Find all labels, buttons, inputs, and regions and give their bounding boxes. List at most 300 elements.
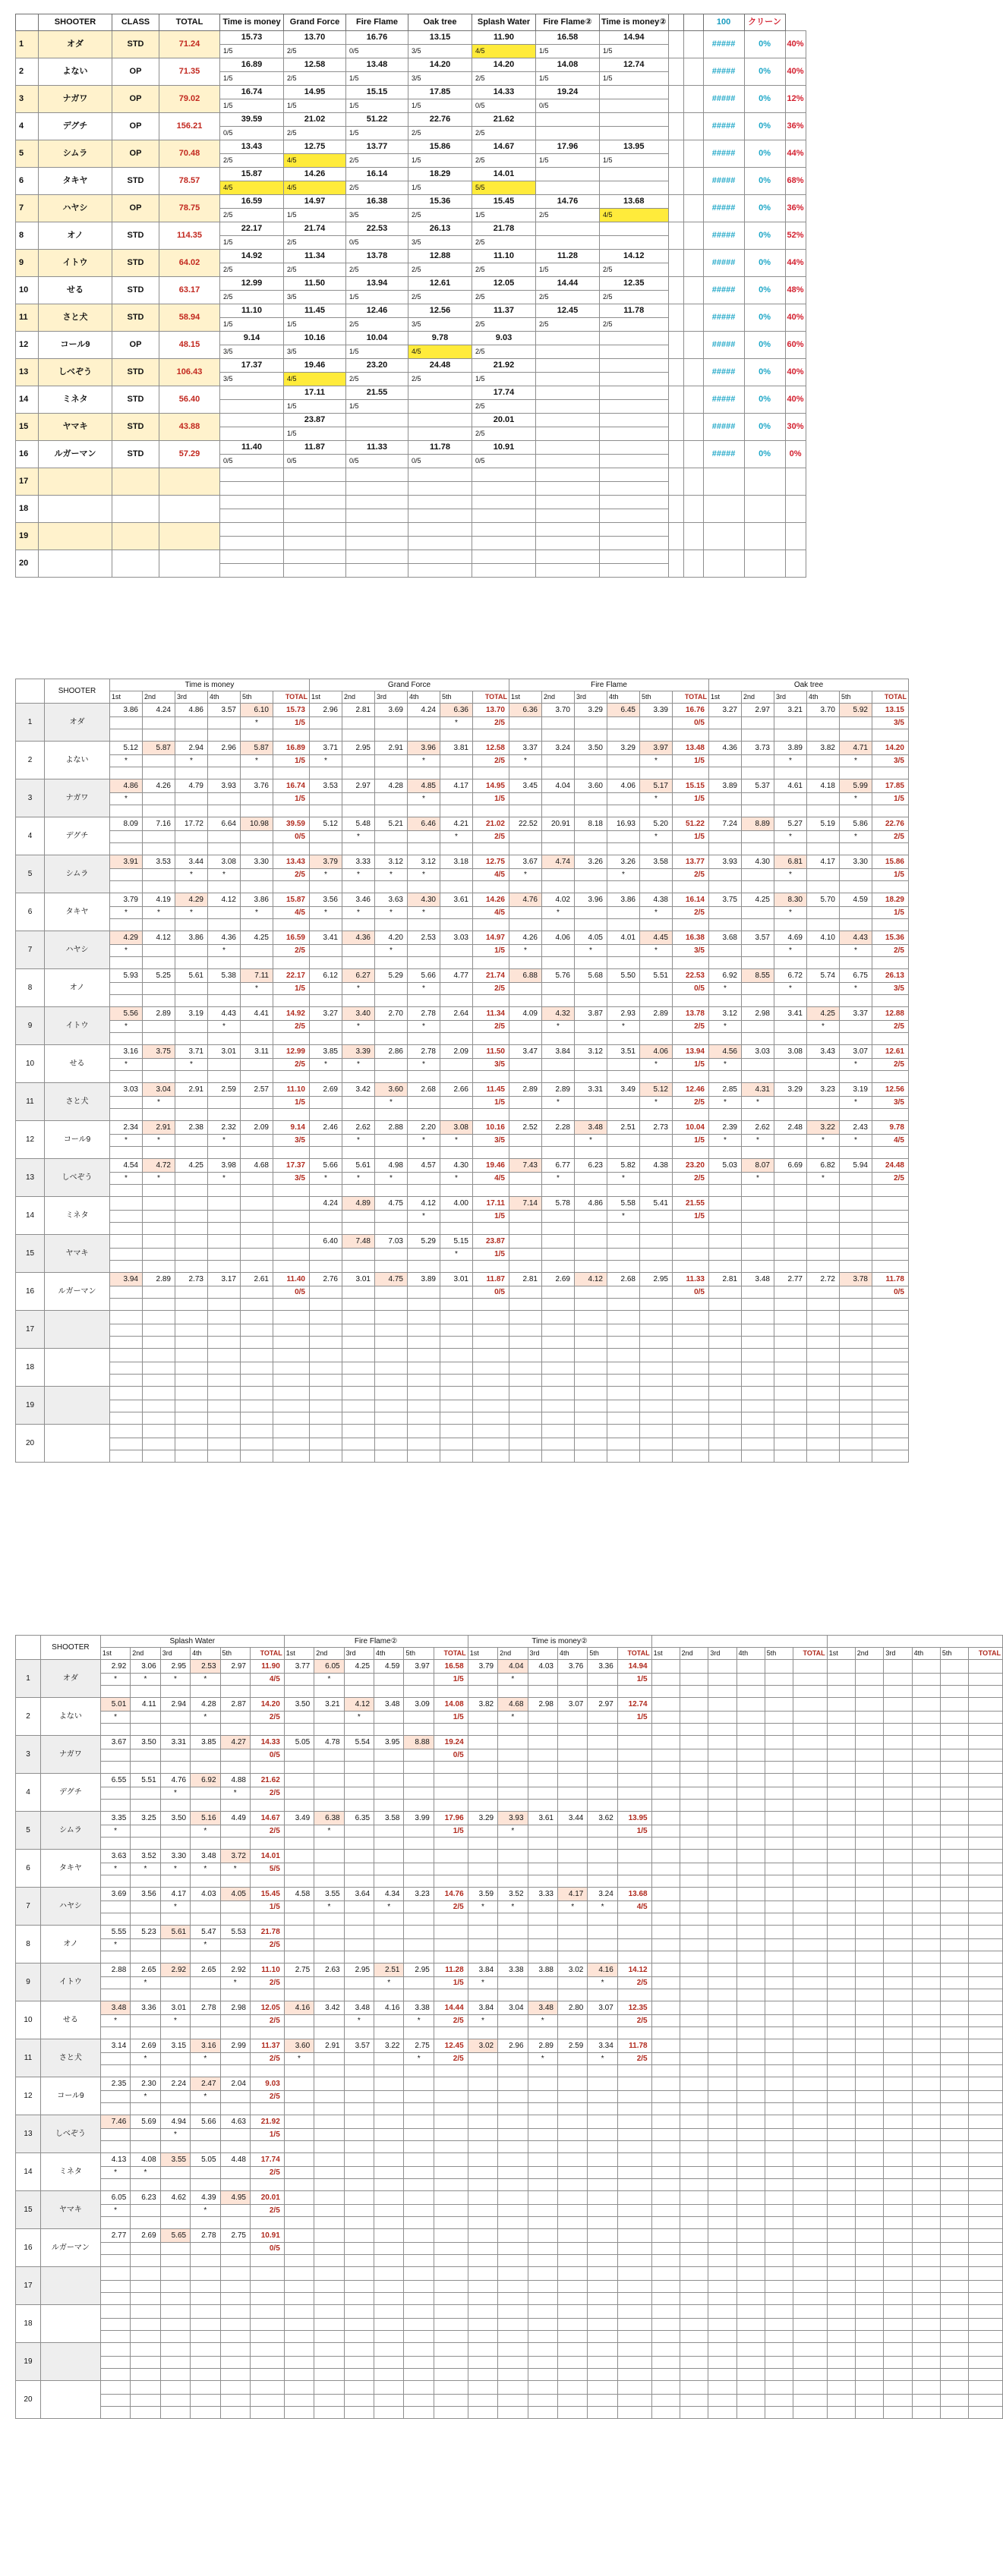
blank-cell — [191, 1724, 220, 1736]
hit-mark: * — [468, 2015, 497, 2027]
clean-rate: 0% — [785, 441, 806, 468]
shot-time — [651, 2115, 680, 2129]
hit-mark — [100, 2091, 130, 2103]
hit-mark — [408, 831, 440, 843]
shot-time — [404, 2343, 434, 2357]
blank-cell — [617, 2103, 651, 2115]
hit-mark — [284, 1749, 314, 1762]
hit-mark: * — [342, 1059, 375, 1071]
shot-time — [855, 2115, 884, 2129]
hit-mark: * — [208, 1021, 241, 1033]
shot-time: 3.85 — [310, 1045, 342, 1059]
blank-cell — [131, 2293, 160, 2305]
blank-cell — [680, 1724, 708, 1736]
shot-time — [284, 2381, 314, 2395]
stage-total: 22.76 — [872, 817, 909, 831]
total-label: TOTAL — [434, 1648, 468, 1660]
blank-cell — [884, 1913, 912, 1926]
shot-time: 2.70 — [375, 1007, 408, 1021]
hit-count — [617, 2357, 651, 2369]
hit-count — [434, 2281, 468, 2293]
stage-total: 11.78 — [617, 2039, 651, 2053]
shot-time: 4.12 — [344, 1698, 374, 1712]
hit-count: 3/5 — [273, 1173, 310, 1185]
shot-label: 2nd — [855, 1648, 884, 1660]
blank-cell — [940, 1686, 968, 1698]
zero-rate: 0% — [744, 359, 785, 386]
shot-time: 3.79 — [468, 1660, 497, 1674]
hit-mark — [374, 2319, 404, 2331]
shot-time: 4.04 — [498, 1660, 528, 1674]
stage-total — [968, 2381, 1002, 2395]
hit-mark — [143, 1059, 175, 1071]
shot-time: 3.88 — [528, 1963, 557, 1977]
hit-count — [273, 1400, 310, 1412]
hit-mark — [528, 1712, 557, 1724]
stage-total — [793, 2267, 827, 2281]
detail-row-mid — [16, 717, 909, 729]
blank-cell — [241, 1109, 273, 1121]
blank-cell — [673, 881, 709, 893]
blank-cell — [940, 1800, 968, 1812]
detail-row-mid — [16, 2167, 1003, 2179]
stage-total: 14.95 — [473, 779, 509, 793]
stage-total — [617, 1774, 651, 1787]
zero-rate: 0% — [744, 414, 785, 441]
blank-cell — [374, 2217, 404, 2229]
stage-total — [968, 2039, 1002, 2053]
blank-cell — [765, 1762, 793, 1774]
blank-cell — [284, 2065, 314, 2077]
detail-row-mid — [16, 1286, 909, 1299]
stage-hit-count: 5/5 — [472, 181, 536, 195]
shot-time — [807, 1311, 840, 1324]
shot-time — [765, 2267, 793, 2281]
shot-time — [912, 2267, 940, 2281]
blank-cell — [434, 1762, 468, 1774]
stage-hit-count — [220, 509, 284, 523]
hit-mark — [542, 1324, 575, 1337]
stage-total — [473, 1311, 509, 1324]
shot-label: 3rd — [575, 691, 607, 704]
hit-mark — [765, 1901, 793, 1913]
blank-cell — [344, 1951, 374, 1963]
blank-cell — [827, 2407, 855, 2419]
blank-cell — [557, 2407, 587, 2419]
stage-total: 11.37 — [250, 2039, 284, 2053]
blank-cell — [588, 2027, 617, 2039]
shot-time — [143, 1349, 175, 1362]
shot-time: 2.64 — [440, 1007, 473, 1021]
blank-cell — [968, 2141, 1002, 2153]
hit-mark: * — [131, 2053, 160, 2065]
hash-mark: ##### — [703, 58, 744, 86]
blank-cell — [468, 1875, 497, 1888]
hit-mark: * — [100, 2015, 130, 2027]
shot-time — [884, 1774, 912, 1787]
stage-hit-count: 1/5 — [472, 209, 536, 222]
blank-cell — [110, 1071, 143, 1083]
hit-mark — [208, 1324, 241, 1337]
stage-hit-count — [600, 99, 669, 113]
stage-total — [793, 2039, 827, 2053]
shot-time: 5.51 — [640, 969, 673, 983]
zero-rate: 0% — [744, 441, 785, 468]
shot-time — [528, 2267, 557, 2281]
hit-mark: * — [404, 2015, 434, 2027]
blank-cell — [912, 2141, 940, 2153]
blank-cell — [250, 1724, 284, 1736]
hit-mark — [855, 2053, 884, 2065]
hit-mark — [855, 1825, 884, 1838]
blank-cell — [840, 1337, 872, 1349]
blank-cell — [314, 2179, 344, 2191]
hit-mark: * — [175, 869, 208, 881]
hit-mark: * — [100, 1674, 130, 1686]
blank-cell — [575, 767, 607, 779]
spacer-cell — [668, 86, 683, 113]
blank-cell — [208, 1412, 241, 1425]
shot-time: 2.81 — [709, 1273, 742, 1286]
shot-label: 5th — [640, 691, 673, 704]
clean-rate: 30% — [785, 414, 806, 441]
shot-time: 4.05 — [575, 931, 607, 945]
hit-mark — [855, 2015, 884, 2027]
hit-mark — [528, 2205, 557, 2217]
hit-mark — [342, 1438, 375, 1450]
blank-cell — [827, 1875, 855, 1888]
hit-mark — [440, 793, 473, 805]
hit-mark — [588, 2319, 617, 2331]
hit-mark — [160, 2395, 190, 2407]
shot-time: 4.01 — [607, 931, 640, 945]
hit-mark — [143, 831, 175, 843]
shot-time — [342, 1349, 375, 1362]
shot-time: 4.03 — [528, 1660, 557, 1674]
shot-time: 4.28 — [191, 1698, 220, 1712]
blank-cell — [509, 881, 542, 893]
hit-mark — [588, 2167, 617, 2179]
stage-time: 16.76 — [346, 31, 408, 45]
blank-cell — [742, 767, 774, 779]
blank-cell — [220, 1875, 250, 1888]
shot-time: 3.55 — [160, 2153, 190, 2167]
detail-row-mid — [16, 1362, 909, 1375]
shot-time — [588, 2229, 617, 2243]
shot-time: 3.71 — [175, 1045, 208, 1059]
blank-cell — [872, 1412, 909, 1425]
hit-mark — [241, 1059, 273, 1071]
shot-time — [374, 2077, 404, 2091]
blank-cell — [375, 1185, 408, 1197]
hash-mark: ##### — [703, 31, 744, 58]
total-label: TOTAL — [473, 691, 509, 704]
blank-cell — [840, 1185, 872, 1197]
hit-mark — [498, 2091, 528, 2103]
blank-cell — [250, 2255, 284, 2267]
detail-row-top — [16, 1425, 909, 1438]
blank-cell — [708, 1762, 736, 1774]
detail-shooter-name — [45, 1387, 110, 1425]
stage-time — [284, 523, 346, 537]
hit-mark: * — [774, 945, 807, 957]
blank-cell — [310, 1033, 342, 1045]
stage-hit-count: 1/5 — [600, 154, 669, 168]
hit-mark — [742, 1400, 774, 1412]
hash-mark: ##### — [703, 332, 744, 359]
blank-cell — [473, 767, 509, 779]
hit-count — [968, 2167, 1002, 2179]
shot-time — [651, 1660, 680, 1674]
shot-time: 2.09 — [241, 1121, 273, 1135]
stage-time: 16.59 — [220, 195, 284, 209]
blank-cell — [742, 1147, 774, 1159]
blank-cell — [774, 1071, 807, 1083]
blank-cell — [143, 767, 175, 779]
blank-cell — [542, 919, 575, 931]
shot-time: 6.23 — [575, 1159, 607, 1173]
blank-cell — [607, 881, 640, 893]
hit-mark: * — [509, 755, 542, 767]
stage-hit-count: 2/5 — [220, 209, 284, 222]
blank-cell — [528, 2293, 557, 2305]
shot-time — [680, 2153, 708, 2167]
hit-mark — [708, 1939, 736, 1951]
shot-time: 2.59 — [557, 2039, 587, 2053]
hit-mark — [708, 1863, 736, 1875]
shot-time: 3.86 — [175, 931, 208, 945]
shot-time: 3.48 — [191, 1850, 220, 1863]
shot-time: 4.11 — [131, 1698, 160, 1712]
shot-time — [110, 1197, 143, 1211]
hit-mark — [855, 1749, 884, 1762]
hit-mark: * — [840, 945, 872, 957]
blank-cell — [191, 2103, 220, 2115]
hit-count: 1/5 — [673, 831, 709, 843]
blank-cell — [208, 1071, 241, 1083]
stage-time: 13.43 — [220, 140, 284, 154]
stage-time — [600, 86, 669, 99]
shot-time — [736, 2191, 765, 2205]
stage-total — [273, 1387, 310, 1400]
shot-time: 2.73 — [175, 1273, 208, 1286]
stage-total: 51.22 — [673, 817, 709, 831]
shot-time — [840, 1349, 872, 1362]
shot-time: 2.91 — [375, 742, 408, 755]
hit-mark — [498, 2395, 528, 2407]
hit-mark: * — [468, 1901, 497, 1913]
shot-time — [498, 1926, 528, 1939]
hit-mark: * — [408, 983, 440, 995]
blank-cell — [968, 2065, 1002, 2077]
detail-row-bottom — [16, 1185, 909, 1197]
hit-mark — [640, 1021, 673, 1033]
blank-cell — [968, 1875, 1002, 1888]
hit-count: 1/5 — [273, 793, 310, 805]
hit-mark — [440, 1211, 473, 1223]
hit-count — [872, 1249, 909, 1261]
blank-cell — [528, 2331, 557, 2343]
shot-time — [912, 1698, 940, 1712]
stage-hit-count: 1/5 — [536, 263, 600, 277]
blank-cell — [404, 2255, 434, 2267]
stage-time — [600, 386, 669, 400]
shot-time: 3.93 — [709, 855, 742, 869]
hit-count — [968, 2129, 1002, 2141]
blank-cell — [884, 2369, 912, 2381]
hit-mark — [208, 831, 241, 843]
hit-mark — [344, 1825, 374, 1838]
blank-cell — [557, 2103, 587, 2115]
blank-cell — [100, 2293, 130, 2305]
shot-time — [827, 2305, 855, 2319]
hit-mark — [374, 1863, 404, 1875]
hit-mark — [498, 2167, 528, 2179]
blank-cell — [575, 843, 607, 855]
hit-count — [617, 1749, 651, 1762]
shot-time — [640, 1425, 673, 1438]
blank-cell — [651, 2217, 680, 2229]
shooter-total: 58.94 — [159, 304, 220, 332]
stage-total: 14.94 — [617, 1660, 651, 1674]
hit-mark — [884, 2129, 912, 2141]
blank-cell — [314, 2065, 344, 2077]
blank-cell — [673, 1299, 709, 1311]
hit-count: 4/5 — [473, 907, 509, 919]
hit-mark — [651, 2015, 680, 2027]
blank-cell — [742, 1450, 774, 1463]
hit-mark: * — [131, 1674, 160, 1686]
shot-time: 3.52 — [131, 1850, 160, 1863]
blank-cell — [241, 919, 273, 931]
hit-mark — [742, 907, 774, 919]
blank-cell — [208, 1261, 241, 1273]
hit-mark — [375, 793, 408, 805]
blank-cell — [342, 767, 375, 779]
shot-time: 8.88 — [404, 1736, 434, 1749]
blank-cell — [588, 1913, 617, 1926]
hit-mark — [528, 1939, 557, 1951]
blank-cell — [968, 2027, 1002, 2039]
hit-count — [273, 1249, 310, 1261]
blank-cell — [912, 1686, 940, 1698]
shot-time — [709, 1387, 742, 1400]
blank-cell — [375, 1337, 408, 1349]
stage-total — [968, 1774, 1002, 1787]
shot-time — [680, 1850, 708, 1863]
shot-time: 3.53 — [143, 855, 175, 869]
shot-time: 3.06 — [131, 1660, 160, 1674]
blank-cell — [473, 1033, 509, 1045]
stage-total: 14.67 — [250, 1812, 284, 1825]
hit-count — [793, 2129, 827, 2141]
detail-row-mid — [16, 2395, 1003, 2407]
blank-cell — [708, 1800, 736, 1812]
shot-time: 2.91 — [314, 2039, 344, 2053]
hit-mark — [241, 1173, 273, 1185]
stage-time: 12.46 — [346, 304, 408, 318]
shot-time: 3.04 — [143, 1083, 175, 1097]
hit-mark — [542, 831, 575, 843]
stage-hit-count: 2/5 — [408, 291, 472, 304]
hit-mark — [651, 2167, 680, 2179]
blank-cell — [498, 2179, 528, 2191]
shot-time: 3.21 — [314, 1698, 344, 1712]
hit-mark — [807, 1097, 840, 1109]
hit-mark: * — [498, 1901, 528, 1913]
hit-count: 3/5 — [872, 717, 909, 729]
hit-count: 1/5 — [250, 2129, 284, 2141]
shot-time — [607, 1311, 640, 1324]
hit-count: 2/5 — [673, 907, 709, 919]
spacer-cell — [668, 304, 683, 332]
hit-mark — [314, 1863, 344, 1875]
blank-cell — [640, 767, 673, 779]
clean-rate: 40% — [785, 58, 806, 86]
group-header-row — [16, 1636, 1003, 1648]
shot-time — [468, 1736, 497, 1749]
hit-mark — [374, 1787, 404, 1800]
blank-cell — [765, 1800, 793, 1812]
blank-cell — [872, 767, 909, 779]
detail-row-number: 14 — [16, 2153, 41, 2191]
hit-mark — [708, 2205, 736, 2217]
shot-time — [575, 1425, 607, 1438]
hit-mark — [680, 2053, 708, 2065]
hit-mark: * — [208, 869, 241, 881]
hit-mark — [143, 869, 175, 881]
hit-mark — [220, 1749, 250, 1762]
blank-cell — [855, 1951, 884, 1963]
hit-count: 2/5 — [872, 831, 909, 843]
shot-time — [651, 1736, 680, 1749]
hit-mark — [314, 2395, 344, 2407]
hit-mark — [807, 793, 840, 805]
blank-cell — [509, 1147, 542, 1159]
blank-cell — [498, 2065, 528, 2077]
blank-cell — [220, 2141, 250, 2153]
blank-cell — [143, 1337, 175, 1349]
blank-cell — [220, 1838, 250, 1850]
hit-mark — [640, 1438, 673, 1450]
hit-mark — [840, 1249, 872, 1261]
shot-time: 2.95 — [344, 1963, 374, 1977]
blank-cell — [160, 1724, 190, 1736]
stage-time: 22.53 — [346, 222, 408, 236]
hit-mark — [651, 2243, 680, 2255]
hit-count: 2/5 — [250, 2091, 284, 2103]
stage-total: 17.74 — [250, 2153, 284, 2167]
hit-mark: * — [110, 755, 143, 767]
blank-cell — [912, 2179, 940, 2191]
shot-time: 4.36 — [342, 931, 375, 945]
stage-hit-count — [346, 509, 408, 523]
detail-row-top — [16, 931, 909, 945]
shot-time: 3.73 — [742, 742, 774, 755]
shot-time — [314, 2343, 344, 2357]
hit-count — [617, 1939, 651, 1951]
stage-total: 9.03 — [250, 2077, 284, 2091]
stage-total: 14.01 — [250, 1850, 284, 1863]
hit-mark — [375, 1021, 408, 1033]
shot-time — [143, 1425, 175, 1438]
hit-mark — [912, 2015, 940, 2027]
blank-cell — [736, 1875, 765, 1888]
hash-mark: ##### — [703, 250, 744, 277]
blank-cell — [110, 1450, 143, 1463]
blank-cell — [250, 1875, 284, 1888]
detail-row-top — [16, 1083, 909, 1097]
